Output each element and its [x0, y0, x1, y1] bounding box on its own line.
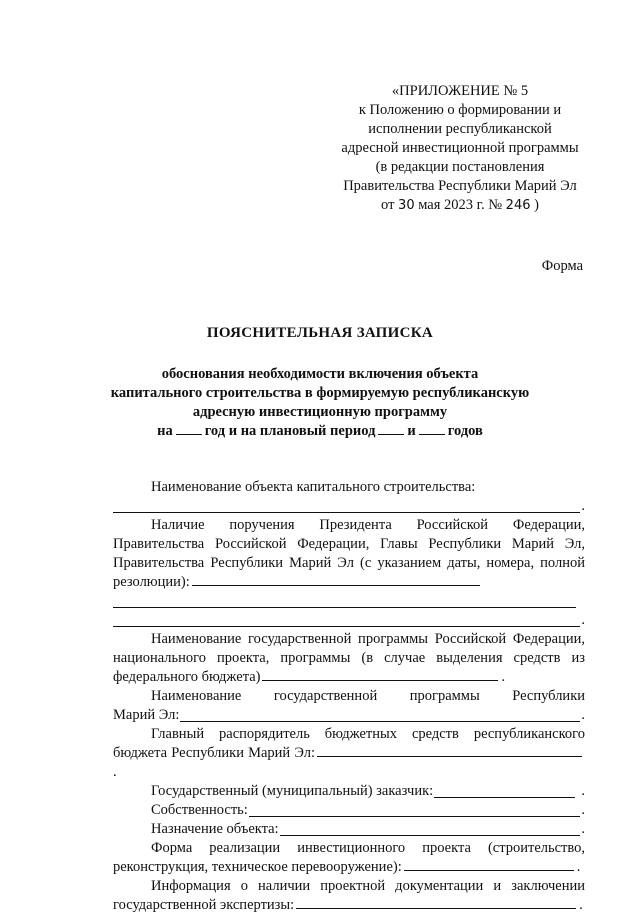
appendix-line-2: к Положению о формировании и: [358, 102, 562, 118]
object-name-label: Наименование объекта капитального строительства:: [151, 479, 476, 495]
main-manager-label: Главный распорядитель бюджетных средств республиканского бюджета Республики Марий Эл:.: [113, 726, 585, 780]
document-subtitle: [0, 365, 640, 441]
republic-program-row: Марий Эл: .: [113, 707, 585, 723]
date-prefix: от: [381, 197, 395, 213]
appendix-line-3: исполнении республиканской: [368, 121, 552, 137]
form-label: Форма: [541, 258, 583, 274]
main-manager-field[interactable]: [317, 744, 582, 757]
form-body: [113, 478, 585, 915]
federal-program-label: Наименование государственной программы Российской Федерации, национального проекта, программы (в случае выделения средств из федерального бюджета) .: [113, 631, 585, 685]
year-blank[interactable]: [176, 422, 202, 435]
instruction-field-inline[interactable]: [192, 573, 480, 586]
date-month-year: мая 2023 г. №: [418, 197, 503, 213]
date-day: 30: [398, 198, 415, 213]
instruction-field-2[interactable]: .: [113, 611, 585, 630]
appendix-line-5: (в редакции постановления: [375, 159, 545, 175]
plan-year-2-blank[interactable]: [419, 422, 445, 435]
object-name-field[interactable]: .: [113, 497, 585, 516]
appendix-line-1: «ПРИЛОЖЕНИЕ № 5: [391, 83, 529, 99]
appendix-line-6: Правительства Республики Марий Эл: [343, 178, 577, 194]
plan-year-1-blank[interactable]: [378, 422, 404, 435]
period-text: год и на плановый период: [204, 423, 376, 439]
republic-program-field[interactable]: [180, 707, 580, 722]
subtitle-line-1: обоснования необходимости включения объекта: [161, 366, 479, 382]
design-docs-label: Информация о наличии проектной документации и заключении государственной экспертизы: .: [113, 878, 585, 913]
appendix-header: [330, 82, 590, 215]
form-realization-field[interactable]: [404, 858, 574, 871]
period-and: и: [407, 423, 416, 439]
appendix-line-4: адресной инвестиционной программы: [341, 140, 579, 156]
period-on: на: [157, 423, 173, 439]
purpose-field[interactable]: [280, 821, 581, 836]
federal-program-field[interactable]: [262, 668, 498, 681]
subtitle-period-line: [0, 422, 640, 441]
date-number: 246: [505, 198, 531, 213]
design-docs-field[interactable]: [296, 896, 576, 909]
appendix-date-line: [330, 196, 590, 215]
ownership-row: Собственность: .: [151, 802, 585, 818]
period-years: годов: [447, 423, 483, 439]
customer-field[interactable]: [434, 783, 575, 798]
date-suffix: ): [534, 197, 539, 213]
subtitle-line-2: капитального строительства в формируемую республиканскую: [110, 385, 530, 401]
republic-program-label: Наименование государственной программы Республики: [151, 688, 585, 704]
subtitle-line-3: адресную инвестиционную программу: [192, 404, 448, 420]
form-realization-label: Форма реализации инвестиционного проекта (строительство, реконструкция, техническое перевооружение): .: [113, 840, 585, 875]
document-title: ПОЯСНИТЕЛЬНАЯ ЗАПИСКА: [206, 325, 434, 341]
ownership-field[interactable]: [249, 802, 581, 817]
customer-row: Государственный (муниципальный) заказчик: .: [151, 783, 585, 799]
purpose-row: Назначение объекта: .: [151, 821, 585, 837]
instruction-field-1[interactable]: [113, 592, 585, 611]
instruction-label: Наличие поручения Президента Российской Федерации, Правительства Российской Федерации, Главы Республики Марий Эл, Правительства Республики Марий Эл (с указанием даты, номера, полной резолюции):: [113, 517, 585, 590]
